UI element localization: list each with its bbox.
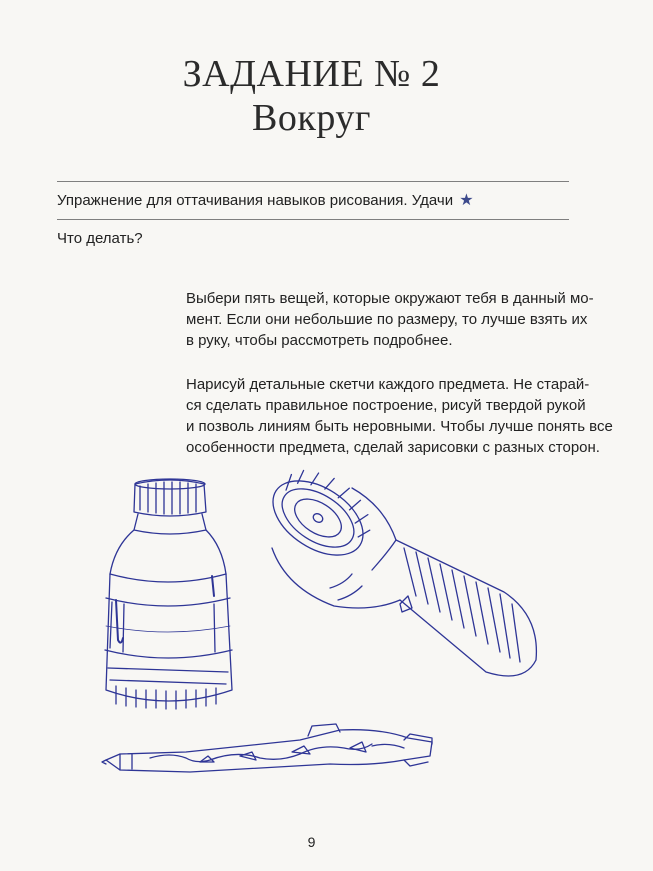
page-number: 9 — [307, 834, 316, 850]
paragraph-line: и позволь линиям быть неровными. Чтобы лучше понять все — [186, 418, 613, 435]
page-subtitle: Вокруг — [252, 97, 371, 139]
tilted-bottle-sketch — [260, 456, 537, 676]
pen-sketch — [102, 724, 432, 772]
section-label: Что делать? — [57, 230, 143, 247]
bottle-sketch — [105, 479, 232, 709]
paragraph-line: ся сделать правильное построение, рисуй твердой рукой — [186, 397, 586, 414]
paragraph-line: особенности предмета, сделай зарисовки с разных сторон. — [186, 439, 600, 456]
intro-text: Упражнение для оттачивания навыков рисования. Удачи — [57, 192, 454, 209]
star-icon: ★ — [459, 192, 474, 209]
paragraph-line: в руку, чтобы рассмотреть подробнее. — [186, 332, 453, 349]
paragraph-line: мент. Если они небольшие по размеру, то лучше взять их — [186, 311, 588, 328]
paragraph-line: Выбери пять вещей, которые окружают тебя в данный мо- — [186, 290, 594, 307]
paragraph-line: Нарисуй детальные скетчи каждого предмета. Не старай- — [186, 376, 590, 393]
page-title: ЗАДАНИЕ № 2 — [182, 53, 441, 95]
